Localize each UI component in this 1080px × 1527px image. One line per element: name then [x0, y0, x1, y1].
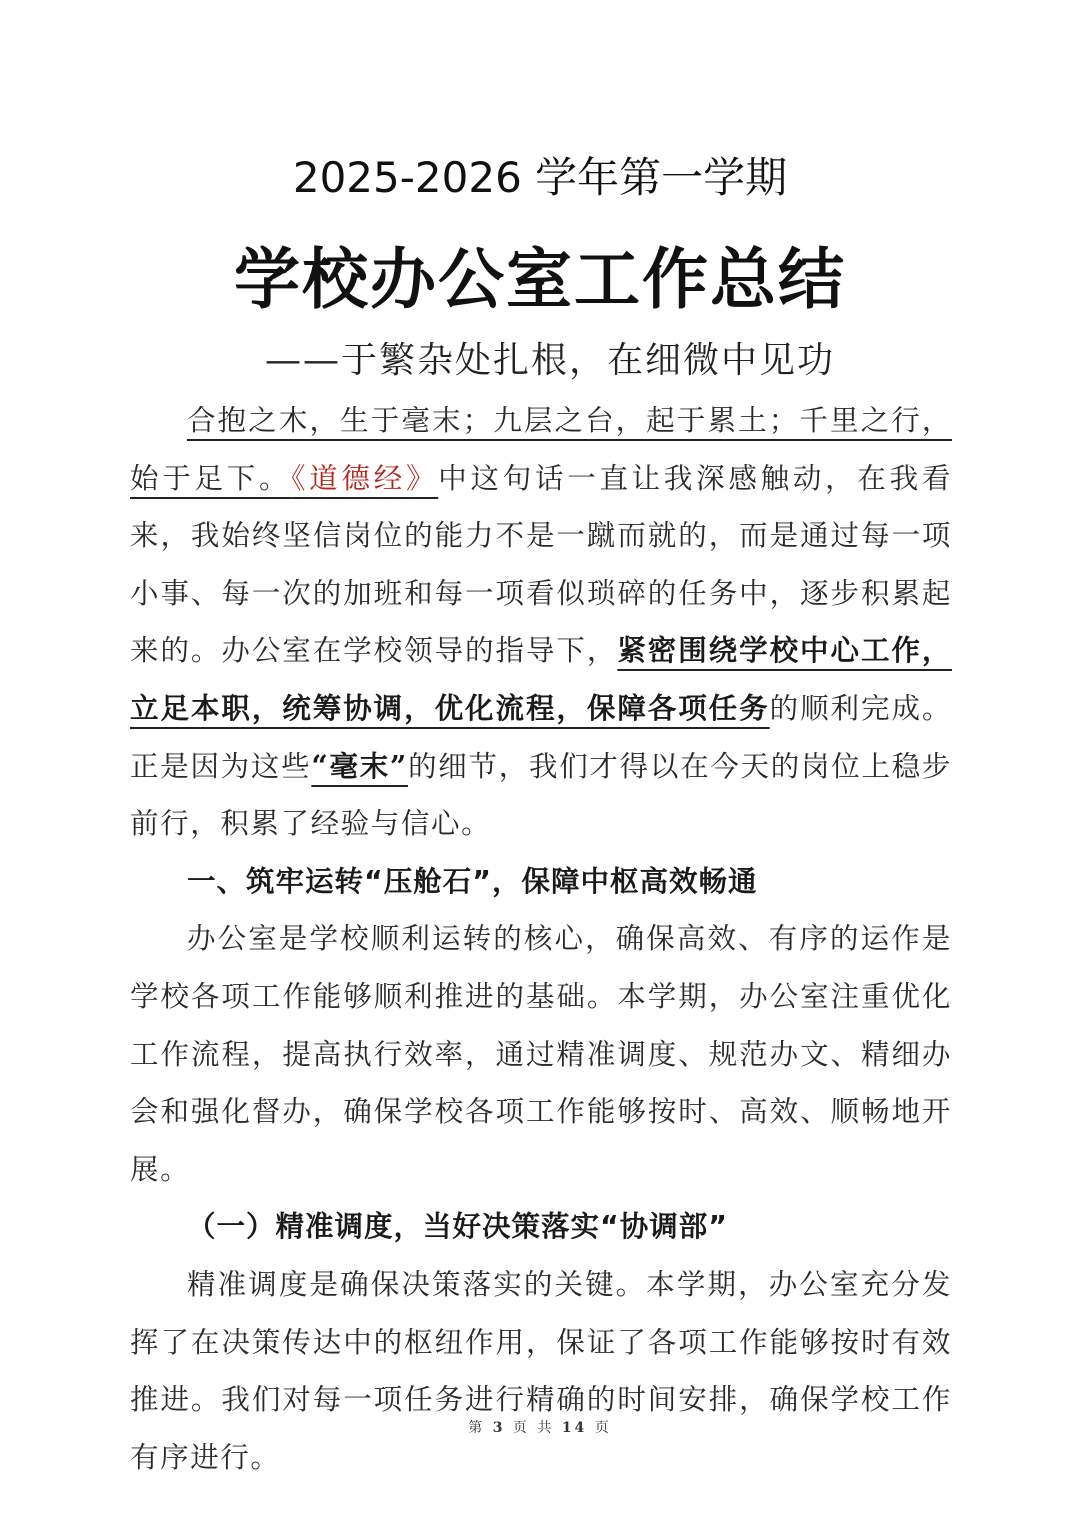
- section-1-paragraph: 办公室是学校顺利运转的核心，确保高效、有序的运作是学校各项工作能够顺利推进的基础。本学期，办公室注重优化工作流程，提高执行效率，通过精准调度、规范办文、精细办会和强化督办，确保学校各项工作能够按时、高效、顺畅地开展。: [130, 922, 952, 1186]
- intro-text-3: 的细节，我们才得以在今天的岗位上稳步前行，积累了经验与信心。: [130, 749, 952, 841]
- year-title: 2025-2026 学年第一学期: [292, 153, 788, 202]
- intro-keyword: “毫末”: [311, 748, 408, 783]
- intro-quote: 合抱之木，生于毫末；九层之台，起于累土；千里之行，始于足下。: [130, 404, 952, 495]
- intro-text-1: 中这句话一直让我深感触动，在我看来，我始终坚信岗位的能力不是一蹴而就的，而是通过每一项小事、每一次的加班和每一项看似琐碎的任务中，逐步积累起来的。办公室在学校领导的指导下，: [130, 461, 952, 668]
- footer-middle: 页 共: [512, 1420, 555, 1436]
- footer-prefix: 第: [468, 1420, 486, 1436]
- total-page-count: 14: [561, 1420, 588, 1436]
- intro-paragraph: [130, 392, 952, 853]
- page-footer: [0, 1418, 1080, 1438]
- subsection-1-paragraph: 精准调度是确保决策落实的关键。本学期，办公室充分发挥了在决策传达中的枢纽作用，保证了各项工作能够按时有效推进。我们对每一项任务进行精确的时间安排，确保学校工作有序进行。: [130, 1267, 952, 1474]
- footer-suffix: 页: [594, 1420, 612, 1436]
- subsection-1-heading: （一）精准调度，当好决策落实“协调部”: [187, 1210, 728, 1244]
- document-body: [130, 392, 952, 1486]
- intro-text-2: 的顺利完成。正是因为这些: [130, 691, 952, 783]
- intro-emphasis: 紧密围绕学校中心工作，立足本职，统筹协调，优化流程，保障各项任务: [130, 633, 952, 725]
- book-reference: 《道德经》: [291, 461, 439, 495]
- main-title: 学校办公室工作总结: [234, 241, 846, 318]
- subtitle: ——于繁杂处扎根，在细微中见功: [264, 340, 835, 381]
- section-1-heading: 一、筑牢运转“压舱石”，保障中枢高效畅通: [187, 864, 758, 898]
- current-page-number: 3: [492, 1420, 506, 1436]
